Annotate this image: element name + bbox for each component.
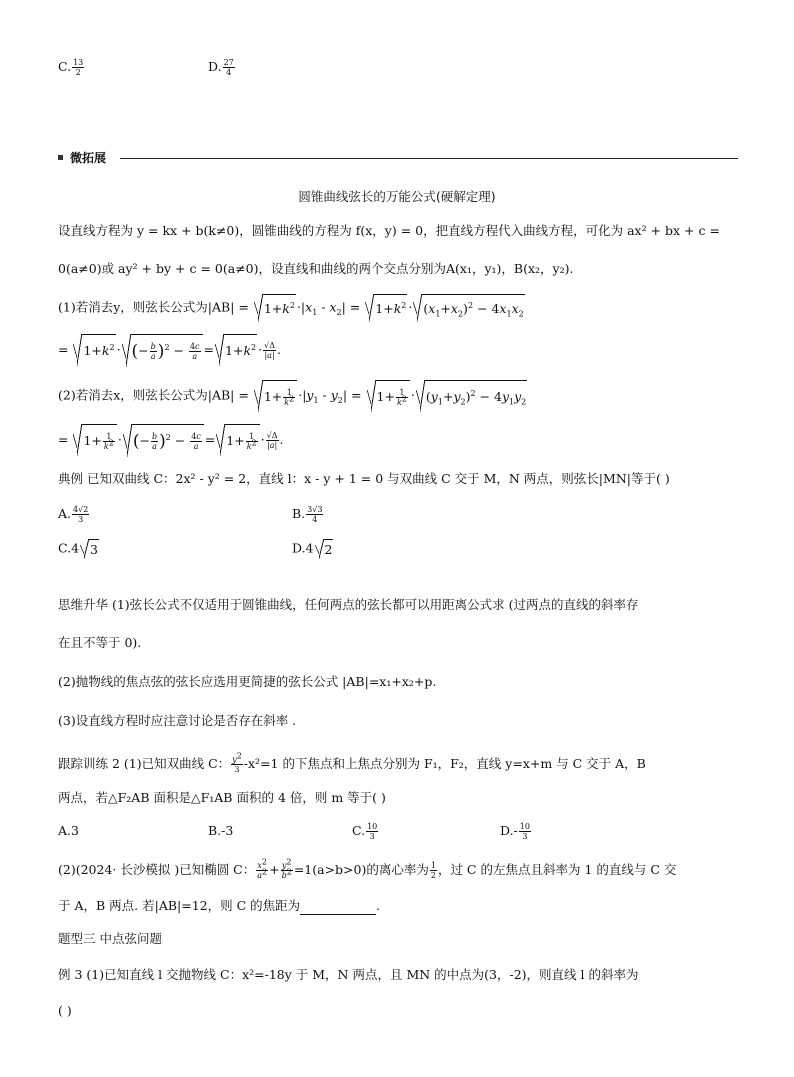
case2-formula-cont: = 1+ $\frac{1}{k^2}$ · (− $\frac{b}{a}$ )$^2$ − $\frac{4c}{a}$ = 1+ $\frac{1}{k^2}$ · $\frac{√\Delta}{|a|}$ . [58,424,284,457]
example-question: 典例 已知双曲线 C：2x² - y² = 2，直线 l：x - y + 1 = 0 与双曲线 C 交于 M，N 两点，则弦长|MN|等于( ) [58,471,670,486]
training-option-d: D.- $\frac{10}{3}$ [500,822,530,841]
square-bullet-icon [58,155,63,160]
option-d-top: D. $\frac{27}{4}$ [208,58,234,77]
training-option-b: B.-3 [208,823,234,838]
intro-line-1: 设直线方程为 y = kx + b(k≠0)，圆锥曲线的方程为 f(x，y) = 0，把直线方程代入曲线方程，可化为 ax² + bx + c = [58,223,720,238]
example3-line-2: ( ) [58,1003,72,1018]
thinking-line-4: (3)设直线方程时应注意讨论是否存在斜率 . [58,713,297,728]
training-q1-line-1: 跟踪训练 2 (1)已知双曲线 C： $\frac{y^2}{3}$ -x²=1 的下焦点和上焦点分别为 F₁，F₂，直线 y=x+m 与 C 交于 A，B [58,751,646,774]
case1-formula-cont: = $1+k^2$ · (− $\frac{b}{a}$ )$^2$ − $\frac{4c}{a}$ = $1+k^2$ · $\frac{√\Delta}{|a|}$ . [58,334,281,367]
training-option-c: C. $\frac{10}{3}$ [352,822,378,841]
thinking-line-1: 思维升华 (1)弦长公式不仅适用于圆锥曲线，任何两点的弦长都可以用距离公式求 (过两点的直线的斜率存 [58,597,639,612]
option-c-top: C. $\frac{13}{2}$ [58,58,84,77]
training-q2-line-2: 于 A，B 两点. 若|AB|=12，则 C 的焦距为 . [58,898,381,913]
example-option-c: C.4 3 [58,540,98,557]
topic-heading: 题型三 中点弦问题 [58,931,162,946]
training-option-a: A.3 [58,823,79,838]
section-divider [120,158,738,159]
intro-line-2: 0(a≠0)或 ay² + by + c = 0(a≠0)，设直线和曲线的两个交点分别为A(x₁，y₁)，B(x₂，y₂). [58,261,574,276]
example-option-b: B. $\frac{3√3}{4}$ [292,505,323,524]
training-q1-line-2: 两点，若△F₂AB 面积是△F₁AB 面积的 4 倍，则 m 等于( ) [58,790,386,805]
example-option-d: D.4 2 [292,540,333,557]
training-q2-line-1: (2)(2024· 长沙模拟 )已知椭圆 C： $\frac{x^2}{a^2}$ + $\frac{y^2}{b^2}$ =1(a>b>0)的离心率为 $\frac{1}{2}$ ，过 C 的左焦点且斜率为 1 的直线与 C 交 [58,857,677,880]
page-title: 圆锥曲线弦长的万能公式(硬解定理) [298,189,496,204]
fraction: $\frac{27}{4}$ [223,58,234,77]
answer-blank[interactable] [300,902,376,915]
example3-line-1: 例 3 (1)已知直线 l 交抛物线 C：x²=-18y 于 M，N 两点，且 MN 的中点为(3，-2)，则直线 l 的斜率为 [58,967,639,982]
thinking-line-3: (2)抛物线的焦点弦的弦长应选用更简捷的弦长公式 |AB|=x₁+x₂+p. [58,674,437,689]
case2-formula: (2)若消去x，则弦长公式为|AB| = 1+ $\frac{1}{k^2}$ $\cdot|y_1 - y_2| = 1+$ $\frac{1}{k^2}$ · $(y_1+y_2)^2 - 4y_1y_2$ [58,380,528,412]
example-option-a: A. $\frac{4√2}{3}$ [58,505,89,524]
fraction: $\frac{13}{2}$ [73,58,84,77]
case1-formula: (1)若消去y，则弦长公式为$|AB| = 1+k^2 \cdot|x_1 - x_2| = 1+k^2 \cdot (x_1+x_2)^2 - 4x_1x_2$ [58,294,526,322]
section-label: 微拓展 [70,150,110,166]
section-header [58,150,738,166]
thinking-line-2: 在且不等于 0). [58,635,142,650]
